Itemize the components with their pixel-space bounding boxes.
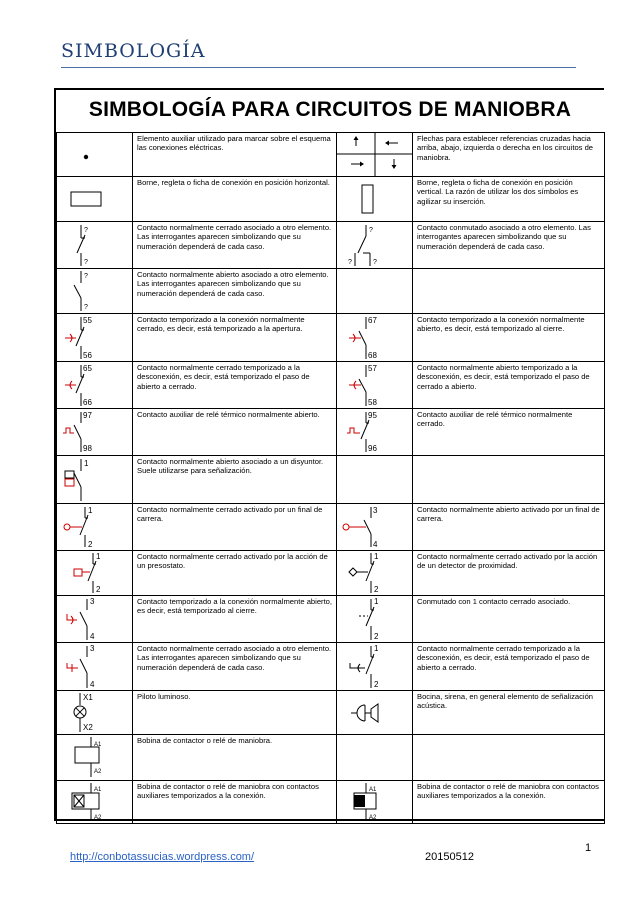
limit-switch-nc-contact-symbol [57,504,133,551]
row-description: Contacto normalmente abierto temporizado a la desconexión, es decir, está temporizado el paso de cerrado a abierto. [413,362,605,409]
page-number: 1 [585,842,592,854]
row-description [413,269,605,314]
no-contact-symbol [57,269,133,314]
row-description: Contacto normalmente cerrado activado por la acción de un detector de proximidad. [413,551,605,596]
symbol-table [56,132,605,824]
horn-siren-symbol [337,691,413,735]
row-description: Contacto temporizado a la conexión normalmente abierto, es decir, está temporizado al cierre. [133,596,337,643]
terminal-label: ? [369,227,373,234]
terminal-vertical-symbol [337,177,413,222]
sheet-title: SIMBOLOGÍA PARA CIRCUITOS DE MANIOBRA [88,98,572,121]
relay-coil-symbol [57,735,133,781]
relay-coil-timed-on-symbol-2 [337,781,413,824]
terminal-label: A1 [94,787,102,793]
changeover-nc-contact-symbol [337,596,413,643]
terminal-label: A2 [369,815,377,821]
terminal-label: 3 [90,644,95,653]
terminal-label: A1 [369,787,377,793]
terminal-label: 1 [84,459,89,468]
relay-coil-timed-on-symbol [57,781,133,824]
terminal-label: A1 [94,742,102,748]
cross-reference-arrows-symbol [337,133,413,177]
row-description: Contacto normalmente abierto asociado a un disyuntor. Suele utilizarse para señalización. [133,456,337,504]
row-description: Borne, regleta o ficha de conexión en posición vertical. La razón de utilizar los dos símbolos es agilizar su inserción. [413,177,605,222]
row-description: Bobina de contactor o relé de maniobra. [133,735,337,781]
terminal-label: 68 [368,351,377,360]
terminal-label: 1 [88,506,93,515]
table-row [57,362,605,409]
terminal-label: ? [84,259,88,266]
terminal-label: 58 [368,398,377,407]
terminal-label: 56 [83,351,92,360]
terminal-label: 2 [374,680,379,689]
row-description: Contacto normalmente abierto activado por un final de carrera. [413,504,605,551]
terminal-label: A2 [94,815,102,821]
terminal-label: 57 [368,364,377,373]
row-description: Contacto auxiliar de relé térmico normalmente cerrado. [413,409,605,456]
footer-date: 20150512 [425,851,474,863]
associated-no-contact-symbol [57,643,133,691]
terminal-label: 3 [373,506,378,515]
document-header-title: SIMBOLOGÍA [61,40,206,62]
terminal-label: 4 [90,680,95,689]
row-description: Elemento auxiliar utilizado para marcar sobre el esquema las conexiones eléctricas. [133,133,337,177]
row-description: Contacto normalmente cerrado activado por la acción de un presostato. [133,551,337,596]
terminal-label: 1 [96,552,101,561]
terminal-label: A2 [94,769,102,775]
row-description: Contacto normalmente cerrado asociado a otro elemento. Las interrogantes aparecen simbolizando que su numeración dependerá de cada caso. [133,643,337,691]
proximity-sensor-nc-contact-symbol [337,551,413,596]
terminal-label: 1 [374,552,379,561]
header-divider [61,67,576,68]
row-description: Contacto normalmente cerrado temporizado a la desconexión, es decir, está temporizado el paso de abierto a cerrado. [413,643,605,691]
table-row [57,643,605,691]
terminal-label: 3 [90,597,95,606]
symbol-sheet [54,88,604,821]
timed-off-nc-contact-symbol-2 [337,643,413,691]
timed-off-no-contact-symbol [337,362,413,409]
table-row [57,781,605,824]
terminal-label: ? [84,304,88,311]
table-row [57,314,605,362]
row-description: Conmutado con 1 contacto cerrado asociado. [413,596,605,643]
terminal-label: 2 [374,585,379,594]
terminal-label: 66 [83,398,92,407]
terminal-label: ? [84,227,88,234]
table-row [57,456,605,504]
blog-link[interactable]: http://conbotassucias.wordpress.com/ [70,851,255,863]
table-row [57,735,605,781]
terminal-label: ? [373,259,377,266]
terminal-label: ? [348,259,352,266]
row-description: Contacto normalmente abierto asociado a otro elemento. Las interrogantes aparecen simbolizando que su numeración dependerá de cada caso. [133,269,337,314]
terminal-label: 55 [83,316,92,325]
table-row [57,409,605,456]
terminal-label: 1 [374,597,379,606]
timed-on-no-contact-symbol [337,314,413,362]
terminal-label: 95 [368,411,377,420]
timed-on-nc-contact-symbol [57,314,133,362]
terminal-label: 98 [83,444,92,453]
junction-dot-symbol [57,133,133,177]
pilot-light-symbol [57,691,133,735]
terminal-label: 4 [90,632,95,641]
nc-contact-symbol [57,222,133,269]
terminal-label: 97 [83,411,92,420]
row-description: Borne, regleta o ficha de conexión en posición horizontal. [133,177,337,222]
row-description: Contacto temporizado a la conexión normalmente abierto, es decir, está temporizado al cierre. [413,314,605,362]
row-description: Contacto conmutado asociado a otro elemento. Las interrogantes aparecen simbolizando que su numeración dependerá de cada caso. [413,222,605,269]
table-row [57,691,605,735]
limit-switch-no-contact-symbol [337,504,413,551]
terminal-label: 67 [368,316,377,325]
table-row [57,504,605,551]
terminal-label: X1 [83,693,93,702]
terminal-label: X2 [83,723,93,732]
changeover-contact-symbol [337,222,413,269]
row-description: Flechas para establecer referencias cruzadas hacia arriba, abajo, izquierda o derecha en los circuitos de maniobra. [413,133,605,177]
terminal-label: 96 [368,444,377,453]
table-row [57,177,605,222]
terminal-label: 2 [96,585,101,594]
row-description: Contacto auxiliar de relé térmico normalmente abierto. [133,409,337,456]
terminal-label: 4 [373,540,378,549]
terminal-label: 1 [374,644,379,653]
row-description: Contacto normalmente cerrado temporizado a la desconexión, es decir, está temporizado el paso de abierto a cerrado. [133,362,337,409]
thermal-relay-no-contact-symbol [57,409,133,456]
row-description: Bobina de contactor o relé de maniobra con contactos auxiliares temporizados a la conexión. [413,781,605,824]
timed-on-no-contact-symbol-2 [57,596,133,643]
table-row [57,596,605,643]
row-description: Contacto temporizado a la conexión normalmente cerrado, es decir, está temporizado a la apertura. [133,314,337,362]
timed-off-nc-contact-symbol [57,362,133,409]
terminal-label: ? [84,273,88,280]
table-row [57,222,605,269]
terminal-label: 2 [374,632,379,641]
row-description: Bocina, sirena, en general elemento de señalización acústica. [413,691,605,735]
terminal-horizontal-symbol [57,177,133,222]
row-description [413,735,605,781]
row-description: Contacto normalmente cerrado asociado a otro elemento. Las interrogantes aparecen simbolizando que su numeración dependerá de cada caso. [133,222,337,269]
row-description: Piloto luminoso. [133,691,337,735]
table-row [57,551,605,596]
table-row [57,133,605,177]
row-description: Bobina de contactor o relé de maniobra con contactos auxiliares temporizados a la conexión. [133,781,337,824]
terminal-label: 65 [83,364,92,373]
row-description: Contacto normalmente cerrado activado por un final de carrera. [133,504,337,551]
pressure-switch-nc-contact-symbol [57,551,133,596]
thermal-relay-nc-contact-symbol [337,409,413,456]
row-description [413,456,605,504]
table-row [57,269,605,314]
terminal-label: 2 [88,540,93,549]
breaker-no-contact-symbol [57,456,133,504]
